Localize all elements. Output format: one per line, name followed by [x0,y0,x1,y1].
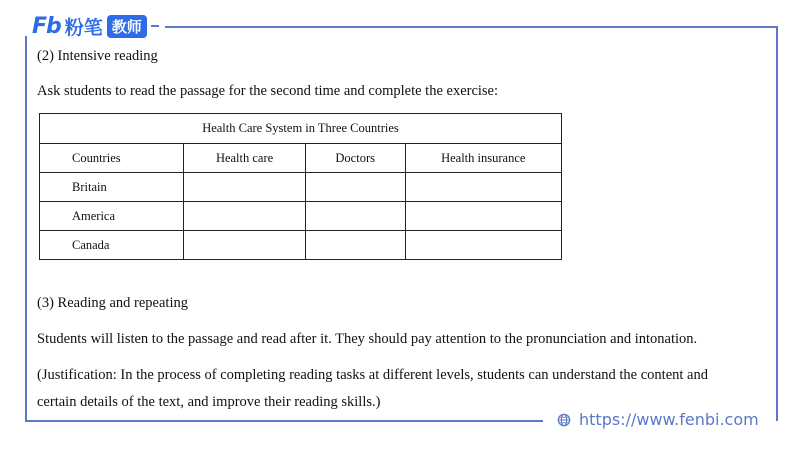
frame-bottom-line [25,420,543,422]
footer-website[interactable] [553,410,763,429]
frame-top-line [160,26,777,28]
reading-repeating-heading: (3) Reading and repeating [37,295,188,311]
fenbi-logo [32,12,165,40]
globe-icon [557,413,571,427]
intensive-reading-heading: (2) Intensive reading [37,48,158,64]
table-row [40,173,562,202]
frame-right-line [776,26,778,421]
logo-fb-mark: Fb [32,13,61,39]
intensive-reading-instruction: Ask students to read the passage for the second time and complete the exercise: [37,83,499,99]
header-countries: Countries [40,144,184,173]
table-caption: Health Care System in Three Countries [40,114,562,144]
footer-url-text[interactable]: https://www.fenbi.com [579,410,759,429]
table-row [40,202,562,231]
header-doctors: Doctors [305,144,405,173]
cell-empty [305,231,405,260]
table-row [40,231,562,260]
reading-repeating-text: Students will listen to the passage and read after it. They should pay attention to the pronunciation and intonation. [37,331,698,347]
cell-empty [184,231,306,260]
cell-empty [305,202,405,231]
cell-empty [184,173,306,202]
logo-brand-name: 粉笔 [64,16,103,39]
header-health-insurance: Health insurance [405,144,561,173]
cell-empty [405,173,561,202]
row-label-america: America [40,202,184,231]
cell-empty [405,202,561,231]
cell-empty [305,173,405,202]
justification-line-1: (Justification: In the process of completing reading tasks at different levels, students can understand the content and [37,367,708,383]
cell-empty [405,231,561,260]
row-label-canada: Canada [40,231,184,260]
frame-left-line [25,36,27,421]
cell-empty [184,202,306,231]
logo-teacher-badge: 教师 [107,15,147,38]
header-health-care: Health care [184,144,306,173]
health-care-table [39,113,562,260]
table-header-row [40,144,562,173]
logo-dash [151,25,159,27]
row-label-britain: Britain [40,173,184,202]
justification-line-2: certain details of the text, and improve their reading skills.) [37,394,381,410]
